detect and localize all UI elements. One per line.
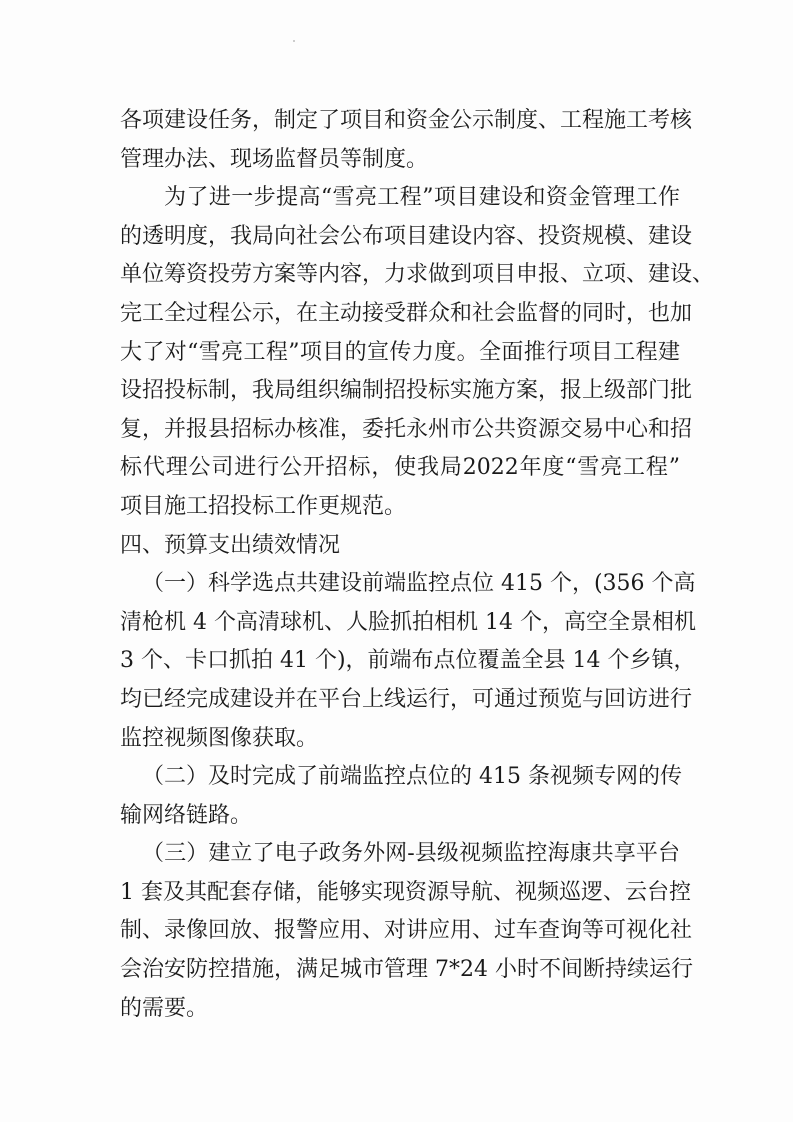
text-line: 的透明度，我局向社会公布项目建设内容、投资规模、建设 <box>120 223 693 249</box>
text-line: 设招投标制，我局组织编制招投标实施方案，报上级部门批 <box>120 378 693 404</box>
text-line: 均已经完成建设并在平台上线运行，可通过预览与回访进行 <box>120 686 693 712</box>
text-line: 为了进一步提高“雪亮工程”项目建设和资金管理工作 <box>164 185 680 211</box>
text-line: 的需要。 <box>120 995 209 1021</box>
text-line: 制、录像回放、报警应用、对讲应用、过车查询等可视化社 <box>120 918 693 944</box>
text-line: 大了对“雪亮工程”项目的宣传力度。全面推行项目工程建 <box>120 339 680 365</box>
text-line: 1 套及其配套存储，能够实现资源导航、视频巡逻、云台控 <box>120 879 691 905</box>
text-line: 标代理公司进行公开招标，使我局2022年度“雪亮工程” <box>120 455 680 481</box>
text-line: （三）建立了电子政务外网-县级视频监控海康共享平台 <box>142 841 680 867</box>
text-line: 项目施工招投标工作更规范。 <box>120 493 407 519</box>
text-line: 会治安防控措施，满足城市管理 7*24 小时不间断持续运行 <box>120 957 693 983</box>
text-line: 3 个、卡口抓拍 41 个)，前端布点位覆盖全县 14 个乡镇， <box>120 648 696 674</box>
document-body <box>120 102 715 1028</box>
text-line: 单位筹资投劳方案等内容，力求做到项目申报、立项、建设、 <box>120 262 715 288</box>
text-line: （一）科学选点共建设前端监控点位 415 个，(356 个高 <box>142 571 696 597</box>
text-line: 复，并报县招标办核准，委托永州市公共资源交易中心和招 <box>120 416 693 442</box>
text-line: 完工全过程公示，在主动接受群众和社会监督的同时，也加 <box>120 300 693 326</box>
text-line: 四、预算支出绩效情况 <box>120 532 341 558</box>
text-line: 清枪机 4 个高清球机、人脸抓拍相机 14 个，高空全景相机 <box>120 609 696 635</box>
text-line: （二）及时完成了前端监控点位的 415 条视频专网的传 <box>142 764 682 790</box>
text-line: 管理办法、现场监督员等制度。 <box>120 146 429 172</box>
text-line: 监控视频图像获取。 <box>120 725 319 751</box>
text-line: 输网络链路。 <box>120 802 253 828</box>
text-line: 各项建设任务，制定了项目和资金公示制度、工程施工考核 <box>120 108 693 133</box>
scan-speck <box>293 40 295 42</box>
